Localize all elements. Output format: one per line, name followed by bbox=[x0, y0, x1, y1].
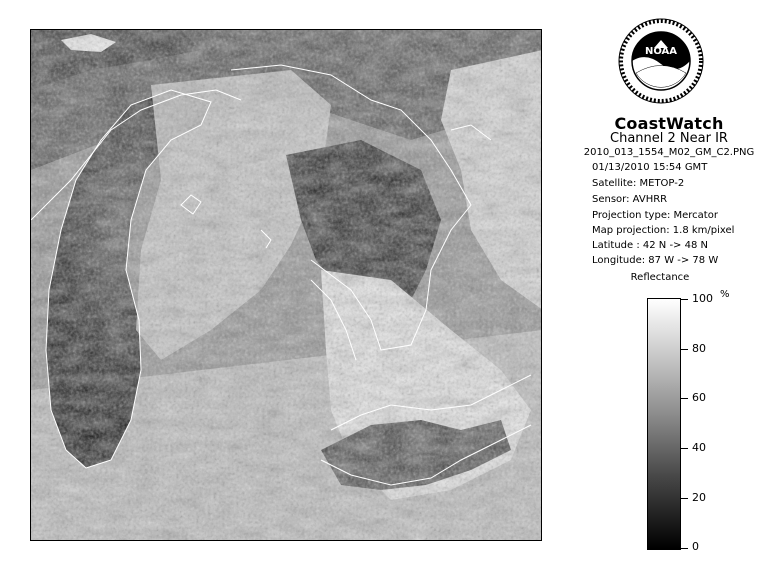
channel-label: Channel 2 Near IR bbox=[610, 131, 728, 146]
latitude-range: Latitude : 42 N -> 48 N bbox=[592, 240, 708, 251]
scale-unit: % bbox=[720, 289, 730, 300]
product-title: CoastWatch bbox=[614, 114, 724, 133]
scale-tick-label: 40 bbox=[692, 441, 706, 454]
scale-tick bbox=[681, 299, 688, 300]
scale-tick bbox=[681, 498, 688, 499]
reflectance-scale-bar bbox=[647, 298, 681, 550]
scale-tick bbox=[681, 448, 688, 449]
file-name: 2010_013_1554_M02_GM_C2.PNG bbox=[583, 147, 755, 158]
scale-tick-label: 60 bbox=[692, 391, 706, 404]
sensor-label: Sensor: AVHRR bbox=[592, 194, 668, 205]
scale-title: Reflectance bbox=[630, 272, 690, 283]
scale-tick-label: 80 bbox=[692, 342, 706, 355]
noaa-logo bbox=[618, 18, 704, 104]
scale-tick bbox=[681, 548, 688, 549]
date-time: 01/13/2010 15:54 GMT bbox=[592, 162, 708, 173]
scale-tick bbox=[681, 398, 688, 399]
projection-type: Projection type: Mercator bbox=[592, 210, 718, 221]
noaa-seal-icon bbox=[618, 18, 704, 104]
scale-tick-label: 100 bbox=[692, 292, 713, 305]
map-svg bbox=[31, 30, 542, 541]
logo-text: NOAA bbox=[644, 46, 678, 57]
scale-tick bbox=[681, 349, 688, 350]
longitude-range: Longitude: 87 W -> 78 W bbox=[592, 255, 719, 266]
satellite-label: Satellite: METOP-2 bbox=[592, 178, 685, 189]
scale-tick-label: 20 bbox=[692, 491, 706, 504]
surface-speckle bbox=[31, 30, 542, 541]
satellite-image bbox=[30, 29, 542, 541]
scale-tick-label: 0 bbox=[692, 540, 699, 553]
map-projection: Map projection: 1.8 km/pixel bbox=[592, 225, 735, 236]
